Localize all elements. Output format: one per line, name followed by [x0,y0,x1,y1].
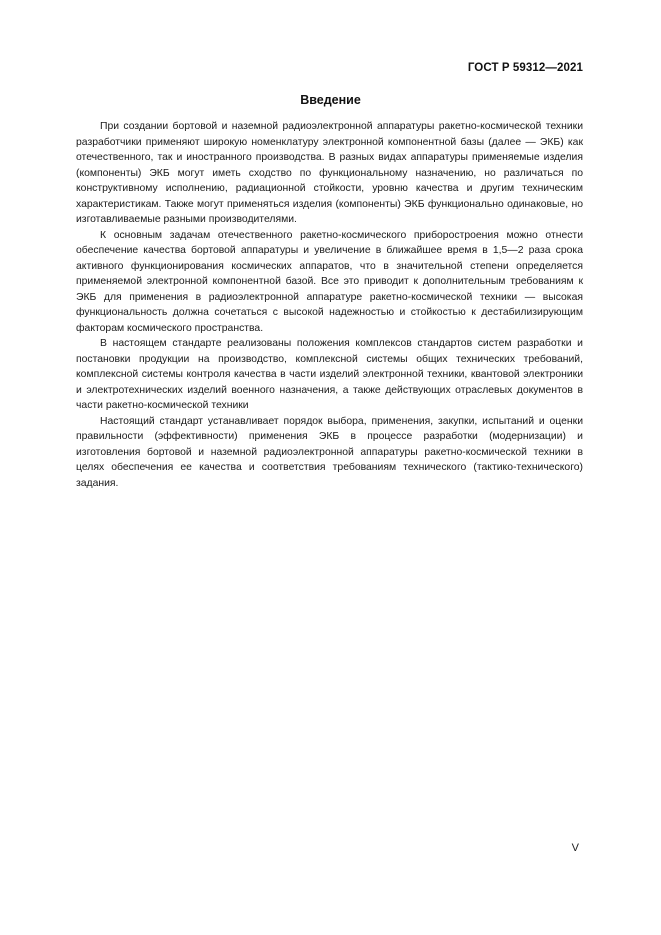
paragraph: При создании бортовой и наземной радиоэлектронной аппаратуры ракетно-космической техники разработчики применяют широкую номенклатуру электронной компонентной базы (далее — ЭКБ) как отечественного, так и иностранного производства. В разных видах аппаратуры применяемые изделия (компоненты) ЭКБ могут иметь сходство по функциональному назначению, но различаться по конструктивному исполнению, радиационной стойкости, уровню качества и другим техническим характеристикам. Также могут применяться изделия (компоненты) ЭКБ функционально одинаковые, но изготавливаемые разными производителями. [76,121,583,225]
paragraph: Настоящий стандарт устанавливает порядок выбора, применения, закупки, испытаний и оценки правильности (эффективности) применения ЭКБ в процессе разработки (модернизации) и изготовления бортовой и наземной радиоэлектронной аппаратуры ракетно-космической техники в целях обеспечения ее качества и соответствия требованиям технического (тактико-технического) задания. [76,415,583,489]
section-body [76,119,583,491]
section-title: Введение [300,93,361,107]
paragraph: К основным задачам отечественного ракетно-космического приборостроения можно отнести обеспечение качества бортовой аппаратуры и увеличение в ближайшее время в 1,5—2 раза срока активного функционирования космических аппаратов, что в значительной степени определяется применяемой электронной компонентной базой. Все это приводит к дополнительным требованиям к ЭКБ для применения в радиоэлектронной аппаратуре ракетно-космической техники — высокая функциональность должна сочетаться с высокой надежностью и стойкостью к дестабилизирующим факторам космического пространства. [76,229,583,334]
document-code: ГОСТ Р 59312—2021 [467,62,583,74]
page-number: V [571,842,579,854]
paragraph: В настоящем стандарте реализованы положения комплексов стандартов систем разработки и постановки продукции на производство, комплексной системы общих технических требований, комплексной системы контроля качества в части изделий электронной техники, квантовой электроники и электротехнических изделий военного назначения, а также действующих отраслевых документов в части ракетно-космической техники [76,338,583,411]
